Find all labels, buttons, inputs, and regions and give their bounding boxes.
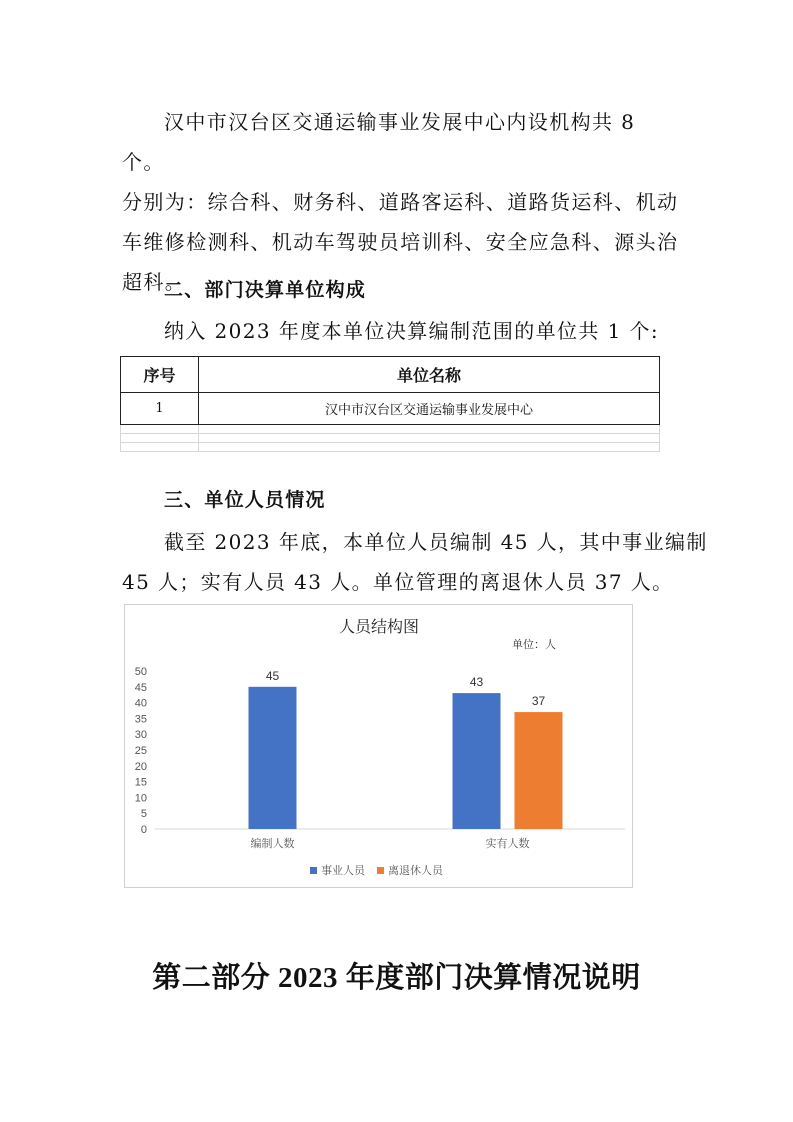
intro-line-1: 汉中市汉台区交通运输事业发展中心内设机构共 8 个。 [122, 110, 636, 174]
y-tick-label: 35 [134, 713, 147, 726]
chart-title: 人员结构图 [338, 617, 420, 636]
table-header-index: 序号 [121, 357, 199, 393]
category-label: 编制人数 [250, 837, 295, 850]
table-cell-unit-name: 汉中市汉台区交通运输事业发展中心 [199, 393, 660, 425]
y-tick-label: 25 [134, 745, 147, 757]
legend-label: 离退休人员 [388, 864, 443, 877]
y-tick-label: 50 [134, 666, 147, 678]
table-header-row [121, 357, 660, 393]
y-tick-label: 15 [134, 776, 147, 789]
bar [453, 693, 501, 829]
bar-data-label: 45 [265, 668, 280, 683]
y-tick-label: 30 [134, 729, 147, 742]
y-tick-label: 0 [140, 824, 147, 836]
intro-line-4: 超科。 [122, 270, 187, 294]
section2-text: 纳入 2023 年度本单位决算编制范围的单位共 1 个: [164, 319, 659, 343]
section2-heading: 二、部门决算单位构成 [164, 279, 367, 301]
table-cell-index: 1 [121, 393, 199, 425]
legend-swatch [377, 867, 384, 874]
section3-heading: 三、单位人员情况 [164, 489, 326, 511]
y-tick-label: 20 [134, 760, 147, 773]
intro-paragraph [122, 102, 682, 302]
table-header-unit-name: 单位名称 [199, 357, 660, 393]
bar [515, 712, 563, 829]
chart-svg [125, 605, 634, 889]
section3-line-1: 截至 2023 年底，本单位人员编制 45 人，其中事业编制 [164, 530, 708, 554]
y-tick-label: 40 [134, 697, 147, 710]
y-tick-label: 45 [134, 681, 147, 694]
y-tick-label: 10 [134, 792, 147, 805]
category-label: 实有人数 [485, 837, 530, 850]
legend-swatch [310, 867, 317, 874]
part-two-title: 第二部分 2023 年度部门决算情况说明 [152, 962, 641, 994]
table-blank-row [121, 425, 660, 434]
y-tick-label: 5 [140, 808, 147, 821]
category-labels [251, 836, 530, 850]
section3-line-2: 45 人；实有人员 43 人。单位管理的离退休人员 37 人。 [122, 570, 674, 594]
unit-table [120, 356, 660, 452]
bar [249, 687, 297, 829]
legend-label: 事业人员 [321, 864, 365, 877]
intro-line-3: 车维修检测科、机动车驾驶员培训科、安全应急科、源头治 [122, 230, 679, 254]
table-blank-row [121, 443, 660, 452]
bar-data-label: 43 [469, 675, 484, 690]
intro-line-2: 分别为：综合科、财务科、道路客运科、道路货运科、机动 [122, 190, 679, 214]
table-blank-row [121, 434, 660, 443]
chart-legend [310, 863, 444, 877]
bars-group [249, 669, 563, 829]
bar-data-label: 37 [531, 694, 546, 709]
table-row [121, 393, 660, 425]
chart-unit-note: 单位：人 [512, 638, 556, 651]
staff-structure-chart [124, 604, 633, 888]
y-axis-ticks [135, 666, 147, 836]
